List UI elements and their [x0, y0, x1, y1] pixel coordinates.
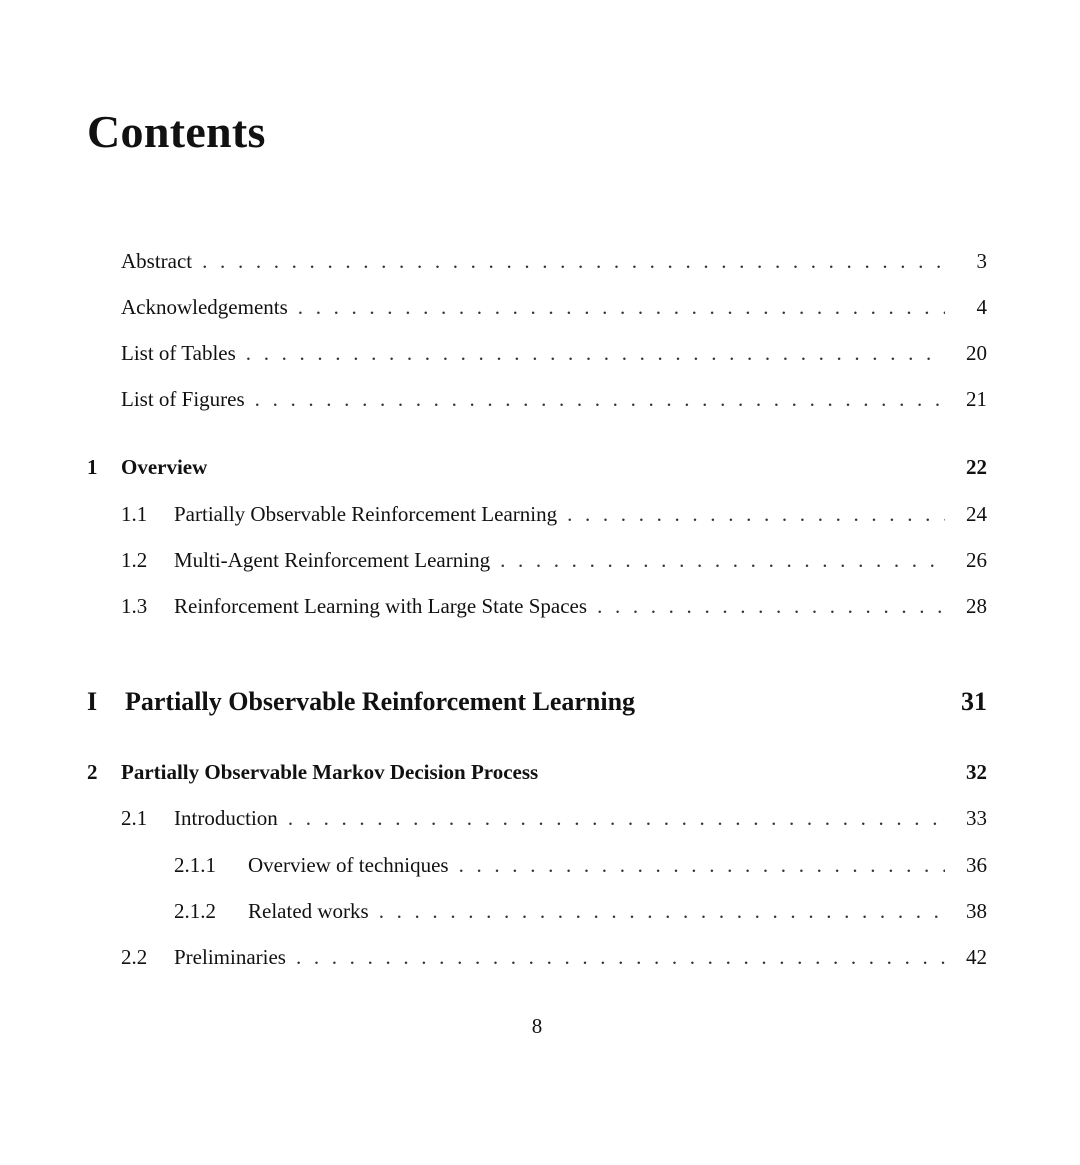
chapter-title: Partially Observable Markov Decision Process	[121, 760, 539, 784]
subsection-number: 2.1.1	[174, 853, 216, 877]
chapter-page: 32	[966, 760, 987, 784]
toc-section-1-1[interactable]	[121, 502, 987, 532]
toc-entry-page: 3	[976, 249, 987, 273]
subsection-title: Overview of techniques	[248, 853, 449, 877]
toc-entry-page: 4	[976, 295, 987, 319]
footer-page-number: 8	[531, 1014, 543, 1038]
section-page: 42	[966, 945, 987, 969]
section-title: Introduction	[174, 806, 278, 830]
chapter-number: 2	[87, 760, 98, 784]
chapter-page: 22	[966, 455, 987, 479]
dot-leader	[567, 502, 945, 527]
dot-leader	[597, 594, 945, 619]
chapter-number: 1	[87, 455, 98, 479]
section-title: Reinforcement Learning with Large State Spaces	[174, 594, 588, 618]
dot-leader	[202, 249, 945, 274]
toc-entry-page: 21	[966, 387, 987, 411]
chapter-title: Overview	[121, 455, 208, 479]
section-number: 1.2	[121, 548, 148, 572]
dot-leader	[296, 945, 945, 970]
section-number: 2.1	[121, 806, 148, 830]
dot-leader	[500, 548, 945, 573]
section-number: 2.2	[121, 945, 148, 969]
dot-leader	[255, 387, 945, 412]
toc-chapter-2[interactable]	[87, 760, 987, 790]
toc-chapter-1[interactable]	[87, 455, 987, 485]
section-title: Partially Observable Reinforcement Learning	[174, 502, 558, 526]
subsection-page: 36	[966, 853, 987, 877]
toc-entry-list-of-tables[interactable]	[121, 341, 987, 371]
toc-entry-acknowledgements[interactable]	[121, 295, 987, 325]
part-page: 31	[961, 687, 987, 716]
toc-entry-title: Acknowledgements	[121, 295, 288, 319]
toc-entry-title: List of Figures	[121, 387, 245, 411]
section-number: 1.1	[121, 502, 148, 526]
dot-leader	[459, 853, 945, 878]
section-page: 33	[966, 806, 987, 830]
toc-subsection-2-1-1[interactable]	[174, 853, 987, 883]
section-page: 26	[966, 548, 987, 572]
dot-leader	[288, 806, 945, 831]
toc-section-1-2[interactable]	[121, 548, 987, 578]
toc-section-2-2[interactable]	[121, 945, 987, 975]
page-title: Contents	[87, 106, 266, 157]
toc-part-1[interactable]	[87, 687, 987, 723]
section-number: 1.3	[121, 594, 148, 618]
part-number: I	[87, 687, 98, 716]
dot-leader	[379, 899, 945, 924]
toc-subsection-2-1-2[interactable]	[174, 899, 987, 929]
section-page: 28	[966, 594, 987, 618]
subsection-title: Related works	[248, 899, 369, 923]
section-page: 24	[966, 502, 987, 526]
toc-entry-title: Abstract	[121, 249, 193, 273]
dot-leader	[298, 295, 945, 320]
part-title: Partially Observable Reinforcement Learning	[125, 687, 636, 716]
section-title: Multi-Agent Reinforcement Learning	[174, 548, 491, 572]
toc-section-2-1[interactable]	[121, 806, 987, 836]
toc-entry-page: 20	[966, 341, 987, 365]
toc-entry-abstract[interactable]	[121, 249, 987, 279]
dot-leader	[246, 341, 945, 366]
toc-entry-list-of-figures[interactable]	[121, 387, 987, 417]
section-title: Preliminaries	[174, 945, 286, 969]
toc-entry-title: List of Tables	[121, 341, 236, 365]
subsection-page: 38	[966, 899, 987, 923]
subsection-number: 2.1.2	[174, 899, 216, 923]
toc-section-1-3[interactable]	[121, 594, 987, 624]
